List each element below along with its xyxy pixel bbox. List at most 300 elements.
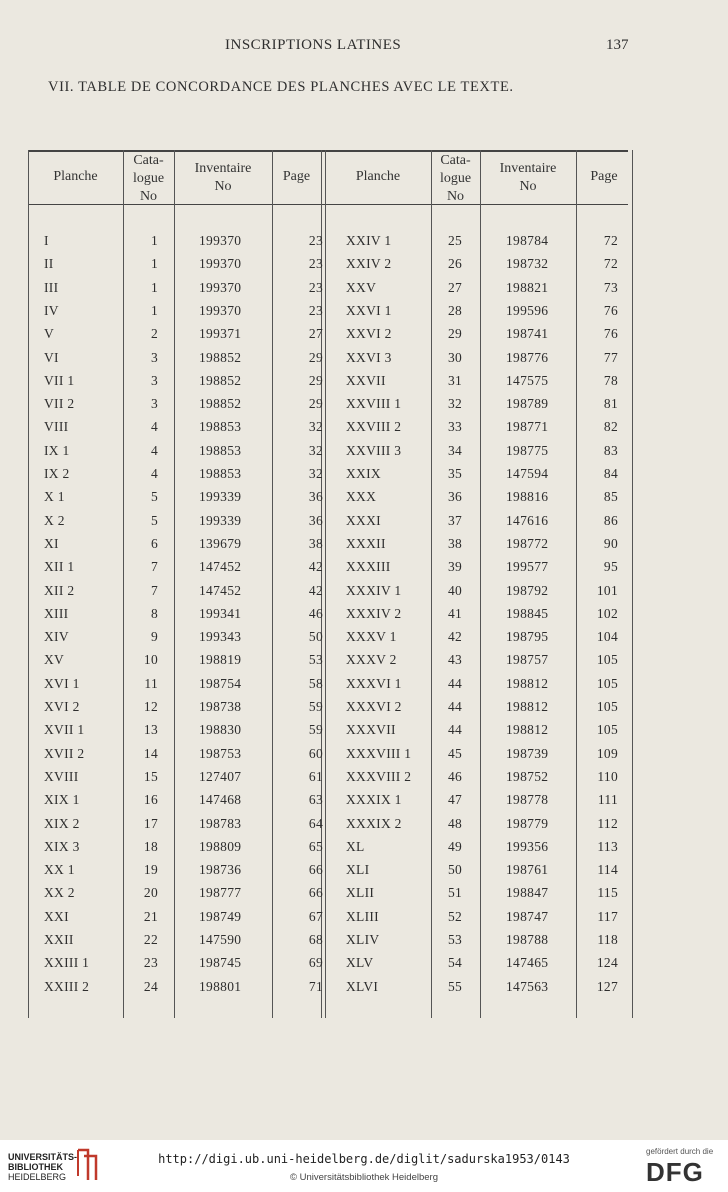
page-cell: 115 bbox=[597, 885, 618, 901]
page-cell: 105 bbox=[596, 699, 618, 714]
table-row bbox=[28, 792, 628, 815]
inventaire-cell: 199370 bbox=[199, 302, 242, 318]
inventaire-cell: 147590 bbox=[199, 932, 242, 947]
planche-cell: XXIV 2 bbox=[346, 256, 392, 272]
inventaire-cell: 199341 bbox=[199, 605, 242, 621]
footer-bar bbox=[0, 1140, 728, 1192]
planche-cell: IX 2 bbox=[44, 466, 70, 481]
inventaire-cell: 147468 bbox=[199, 792, 242, 808]
header-catalogue-line: logue bbox=[132, 171, 165, 186]
page-cell: 29 bbox=[308, 372, 323, 388]
catalogue-cell: 53 bbox=[448, 932, 463, 947]
inventaire-cell: 199339 bbox=[199, 489, 242, 505]
planche-cell: XXXVI 1 bbox=[346, 675, 402, 691]
page-cell: 59 bbox=[308, 722, 323, 738]
column-rule bbox=[632, 150, 633, 1018]
planche-cell: X 1 bbox=[44, 489, 65, 505]
catalogue-cell: 8 bbox=[150, 605, 158, 621]
table-top-rule bbox=[28, 150, 628, 152]
header-inventaire-line: Inventaire bbox=[194, 161, 252, 176]
catalogue-cell: 25 bbox=[448, 233, 463, 248]
planche-cell: XVIII bbox=[44, 768, 79, 784]
inventaire-cell: 199371 bbox=[199, 326, 242, 342]
header-catalogue-line: No bbox=[139, 189, 158, 204]
catalogue-cell: 44 bbox=[448, 722, 463, 738]
header-planche: Planche bbox=[53, 169, 98, 184]
inventaire-cell: 198772 bbox=[506, 535, 549, 551]
catalogue-cell: 46 bbox=[448, 768, 463, 784]
catalogue-cell: 30 bbox=[448, 349, 463, 365]
page-cell: 36 bbox=[308, 489, 323, 505]
inventaire-cell: 199596 bbox=[506, 302, 549, 318]
planche-cell: XXIV 1 bbox=[346, 233, 392, 248]
inventaire-cell: 198812 bbox=[506, 699, 549, 714]
page-cell: 118 bbox=[597, 932, 618, 947]
catalogue-cell: 44 bbox=[448, 699, 463, 714]
page-cell: 29 bbox=[308, 396, 323, 412]
catalogue-cell: 37 bbox=[448, 512, 463, 528]
inventaire-cell: 139679 bbox=[199, 535, 242, 551]
page-cell: 73 bbox=[603, 279, 618, 295]
page-cell: 65 bbox=[308, 838, 323, 854]
planche-cell: XXVIII 2 bbox=[346, 419, 402, 435]
planche-cell: I bbox=[44, 233, 49, 248]
page-cell: 32 bbox=[308, 419, 323, 435]
catalogue-cell: 51 bbox=[448, 885, 463, 901]
page-cell: 59 bbox=[308, 699, 323, 714]
planche-cell: XX 2 bbox=[44, 885, 75, 901]
table-row bbox=[28, 909, 628, 932]
catalogue-cell: 38 bbox=[448, 535, 463, 551]
page-cell: 102 bbox=[596, 605, 618, 621]
inventaire-cell: 198789 bbox=[506, 396, 549, 412]
inventaire-cell: 199343 bbox=[199, 629, 242, 645]
table-row bbox=[28, 466, 628, 489]
page-cell: 50 bbox=[308, 629, 323, 645]
inventaire-cell: 198809 bbox=[199, 838, 242, 854]
planche-cell: XXIII 2 bbox=[44, 978, 90, 994]
planche-cell: XIX 2 bbox=[44, 815, 80, 831]
planche-cell: XV bbox=[44, 652, 65, 668]
header-rule bbox=[28, 204, 628, 205]
planche-cell: XXXV 1 bbox=[346, 629, 397, 645]
planche-cell: VII 2 bbox=[44, 396, 75, 412]
planche-cell: XXXV 2 bbox=[346, 652, 397, 668]
library-logo-line: UNIVERSITÄTS- bbox=[8, 1152, 78, 1162]
inventaire-cell: 147452 bbox=[199, 559, 242, 575]
table-row bbox=[28, 326, 628, 349]
planche-cell: XXIX bbox=[346, 466, 381, 481]
inventaire-cell: 198777 bbox=[199, 885, 242, 901]
planche-cell: VI bbox=[44, 349, 59, 365]
planche-cell: XXXII bbox=[346, 535, 386, 551]
inventaire-cell: 147452 bbox=[199, 582, 242, 598]
planche-cell: XII 1 bbox=[44, 559, 75, 575]
page-cell: 61 bbox=[308, 768, 323, 784]
catalogue-cell: 3 bbox=[150, 396, 158, 412]
catalogue-cell: 35 bbox=[448, 466, 463, 481]
planche-cell: XXVI 3 bbox=[346, 349, 392, 365]
planche-cell: IX 1 bbox=[44, 442, 70, 458]
inventaire-cell: 198792 bbox=[506, 582, 549, 598]
table-row bbox=[28, 419, 628, 442]
page-cell: 83 bbox=[603, 442, 618, 458]
page-cell: 58 bbox=[308, 675, 323, 691]
header-catalogue-line: Cata- bbox=[440, 153, 471, 168]
planche-cell: XXXVIII 2 bbox=[346, 768, 412, 784]
page-cell: 67 bbox=[308, 908, 323, 924]
page-cell: 66 bbox=[308, 885, 323, 901]
inventaire-cell: 199370 bbox=[199, 233, 242, 248]
planche-cell: XXXVIII 1 bbox=[346, 745, 412, 761]
catalogue-cell: 50 bbox=[448, 862, 463, 878]
planche-cell: XXV bbox=[346, 279, 377, 295]
catalogue-cell: 1 bbox=[150, 256, 158, 272]
page-cell: 105 bbox=[596, 722, 618, 738]
page-cell: 63 bbox=[308, 792, 323, 808]
inventaire-cell: 198852 bbox=[199, 349, 242, 365]
inventaire-cell: 198847 bbox=[506, 885, 549, 901]
page-cell: 23 bbox=[308, 233, 323, 248]
page-cell: 110 bbox=[597, 768, 618, 784]
header-catalogue-line: No bbox=[446, 189, 465, 204]
planche-cell: XVI 1 bbox=[44, 675, 80, 691]
page-cell: 32 bbox=[308, 466, 323, 481]
inventaire-cell: 198771 bbox=[506, 419, 549, 435]
digitization-url-link[interactable]: http://digi.ub.uni-heidelberg.de/diglit/sadurska1953/0143 bbox=[158, 1152, 570, 1166]
planche-cell: XLII bbox=[346, 885, 375, 901]
inventaire-cell: 198761 bbox=[506, 862, 549, 878]
planche-cell: XLVI bbox=[346, 978, 379, 994]
catalogue-cell: 48 bbox=[448, 815, 463, 831]
inventaire-cell: 198795 bbox=[506, 629, 549, 645]
page-cell: 72 bbox=[603, 233, 618, 248]
catalogue-cell: 52 bbox=[448, 908, 463, 924]
table-row bbox=[28, 233, 628, 256]
header-inventaire-line: Inventaire bbox=[499, 161, 557, 176]
catalogue-cell: 7 bbox=[150, 582, 158, 598]
inventaire-cell: 198784 bbox=[506, 233, 549, 248]
catalogue-cell: 27 bbox=[448, 279, 463, 295]
inventaire-cell: 198779 bbox=[506, 815, 549, 831]
page-number: 137 bbox=[606, 37, 629, 53]
table-row bbox=[28, 979, 628, 1002]
inventaire-cell: 198738 bbox=[199, 699, 242, 714]
planche-cell: XXXIX 2 bbox=[346, 815, 402, 831]
catalogue-cell: 36 bbox=[448, 489, 463, 505]
table-row bbox=[28, 606, 628, 629]
page-cell: 69 bbox=[308, 955, 323, 971]
page-cell: 32 bbox=[308, 442, 323, 458]
planche-cell: XLI bbox=[346, 862, 370, 878]
catalogue-cell: 16 bbox=[143, 792, 158, 808]
inventaire-cell: 198745 bbox=[199, 955, 242, 971]
planche-cell: XXXVII bbox=[346, 722, 396, 738]
table-row bbox=[28, 746, 628, 769]
planche-cell: XXVIII 3 bbox=[346, 442, 402, 458]
catalogue-cell: 14 bbox=[143, 745, 158, 761]
table-row bbox=[28, 536, 628, 559]
planche-cell: VIII bbox=[44, 419, 69, 435]
planche-cell: XXX bbox=[346, 489, 377, 505]
inventaire-cell: 198801 bbox=[199, 978, 242, 994]
planche-cell: IV bbox=[44, 302, 59, 318]
catalogue-cell: 12 bbox=[143, 699, 158, 714]
planche-cell: XXXI bbox=[346, 512, 381, 528]
page-cell: 84 bbox=[603, 466, 618, 481]
page-cell: 95 bbox=[603, 559, 618, 575]
page-cell: 76 bbox=[603, 326, 618, 342]
planche-cell: II bbox=[44, 256, 54, 272]
inventaire-cell: 198736 bbox=[199, 862, 242, 878]
planche-cell: XVII 2 bbox=[44, 745, 85, 761]
dfg-logo: DFG bbox=[646, 1157, 704, 1187]
page-cell: 36 bbox=[308, 512, 323, 528]
planche-cell: XLIII bbox=[346, 908, 379, 924]
catalogue-cell: 24 bbox=[143, 978, 158, 994]
catalogue-cell: 4 bbox=[150, 466, 158, 481]
header-planche: Planche bbox=[355, 169, 401, 184]
page-cell: 81 bbox=[603, 396, 618, 412]
inventaire-cell: 199577 bbox=[506, 559, 549, 575]
catalogue-cell: 22 bbox=[143, 932, 158, 947]
planche-cell: XLV bbox=[346, 955, 374, 971]
table-row bbox=[28, 932, 628, 955]
planche-cell: VII 1 bbox=[44, 372, 75, 388]
inventaire-cell: 198749 bbox=[199, 908, 242, 924]
funding-note: gefördert durch die bbox=[646, 1147, 714, 1156]
page-cell: 23 bbox=[308, 279, 323, 295]
inventaire-cell: 147616 bbox=[506, 512, 549, 528]
planche-cell: XXVIII 1 bbox=[346, 396, 402, 412]
catalogue-cell: 13 bbox=[143, 722, 158, 738]
catalogue-cell: 6 bbox=[150, 535, 158, 551]
catalogue-cell: 2 bbox=[150, 326, 158, 342]
planche-cell: XXVI 2 bbox=[346, 326, 392, 342]
catalogue-cell: 45 bbox=[448, 745, 463, 761]
header-inventaire bbox=[174, 160, 272, 196]
catalogue-cell: 28 bbox=[448, 302, 463, 318]
catalogue-cell: 43 bbox=[448, 652, 463, 668]
planche-cell: XIII bbox=[44, 605, 69, 621]
catalogue-cell: 42 bbox=[448, 629, 463, 645]
catalogue-cell: 10 bbox=[143, 652, 158, 668]
page-cell: 104 bbox=[596, 629, 618, 645]
catalogue-cell: 1 bbox=[150, 233, 158, 248]
planche-cell: XI bbox=[44, 535, 59, 551]
planche-cell: XVII 1 bbox=[44, 722, 85, 738]
header-inventaire-line: No bbox=[519, 179, 537, 194]
inventaire-cell: 198753 bbox=[199, 745, 242, 761]
inventaire-cell: 198821 bbox=[506, 279, 549, 295]
inventaire-cell: 147465 bbox=[506, 955, 549, 971]
catalogue-cell: 41 bbox=[448, 605, 463, 621]
table-row bbox=[28, 769, 628, 792]
catalogue-cell: 7 bbox=[150, 559, 158, 575]
planche-cell: XX 1 bbox=[44, 862, 75, 878]
inventaire-cell: 198853 bbox=[199, 419, 242, 435]
copyright-notice: © Universitätsbibliothek Heidelberg bbox=[290, 1172, 438, 1183]
inventaire-cell: 198816 bbox=[506, 489, 549, 505]
header-catalogue-line: logue bbox=[439, 171, 472, 186]
page-cell: 68 bbox=[308, 932, 323, 947]
catalogue-cell: 21 bbox=[143, 908, 158, 924]
inventaire-cell: 199370 bbox=[199, 279, 242, 295]
catalogue-cell: 55 bbox=[448, 978, 463, 994]
inventaire-cell: 198819 bbox=[199, 652, 242, 668]
catalogue-cell: 15 bbox=[143, 768, 158, 784]
page-cell: 53 bbox=[308, 652, 323, 668]
header-catalogue bbox=[123, 152, 174, 206]
table-row bbox=[28, 862, 628, 885]
table-row bbox=[28, 583, 628, 606]
inventaire-cell: 198775 bbox=[506, 442, 549, 458]
table-row bbox=[28, 396, 628, 419]
planche-cell: XXII bbox=[44, 932, 74, 947]
catalogue-cell: 5 bbox=[150, 489, 158, 505]
running-head bbox=[0, 37, 728, 57]
table-row bbox=[28, 489, 628, 512]
catalogue-cell: 44 bbox=[448, 675, 463, 691]
inventaire-cell: 198757 bbox=[506, 652, 549, 668]
inventaire-cell: 147563 bbox=[506, 978, 549, 994]
inventaire-cell: 198754 bbox=[199, 675, 242, 691]
catalogue-cell: 26 bbox=[448, 256, 463, 272]
inventaire-cell: 198752 bbox=[506, 768, 549, 784]
planche-cell: XXXIX 1 bbox=[346, 792, 402, 808]
catalogue-cell: 49 bbox=[448, 838, 463, 854]
inventaire-cell: 127407 bbox=[199, 768, 242, 784]
catalogue-cell: 1 bbox=[150, 302, 158, 318]
table-row bbox=[28, 373, 628, 396]
catalogue-cell: 3 bbox=[150, 372, 158, 388]
planche-cell: XVI 2 bbox=[44, 699, 80, 714]
catalogue-cell: 31 bbox=[448, 372, 463, 388]
catalogue-cell: 11 bbox=[144, 675, 158, 691]
catalogue-cell: 34 bbox=[448, 442, 463, 458]
catalogue-cell: 17 bbox=[143, 815, 158, 831]
page-cell: 114 bbox=[597, 862, 618, 878]
catalogue-cell: 54 bbox=[448, 955, 463, 971]
header-page: Page bbox=[282, 169, 311, 184]
catalogue-cell: 18 bbox=[143, 838, 158, 854]
header-page: Page bbox=[590, 169, 618, 184]
page-cell: 101 bbox=[596, 582, 618, 598]
table-row bbox=[28, 699, 628, 722]
planche-cell: XXXIV 1 bbox=[346, 582, 402, 598]
inventaire-cell: 198852 bbox=[199, 396, 242, 412]
planche-cell: XXVI 1 bbox=[346, 302, 392, 318]
catalogue-cell: 4 bbox=[150, 442, 158, 458]
catalogue-cell: 47 bbox=[448, 792, 463, 808]
inventaire-cell: 198830 bbox=[199, 722, 242, 738]
page-cell: 111 bbox=[597, 792, 618, 808]
inventaire-cell: 198853 bbox=[199, 442, 242, 458]
running-title: INSCRIPTIONS LATINES bbox=[225, 37, 402, 53]
catalogue-cell: 4 bbox=[150, 419, 158, 435]
planche-cell: XXIII 1 bbox=[44, 955, 90, 971]
page-cell: 90 bbox=[603, 535, 618, 551]
page-cell: 72 bbox=[603, 256, 618, 272]
inventaire-cell: 199370 bbox=[199, 256, 242, 272]
catalogue-cell: 39 bbox=[448, 559, 463, 575]
table-row bbox=[28, 629, 628, 652]
page-cell: 71 bbox=[308, 978, 323, 994]
planche-cell: XIV bbox=[44, 629, 69, 645]
planche-cell: XXXVI 2 bbox=[346, 699, 402, 714]
page-cell: 85 bbox=[603, 489, 618, 505]
page-cell: 38 bbox=[308, 535, 323, 551]
table-row bbox=[28, 722, 628, 745]
catalogue-cell: 1 bbox=[150, 279, 158, 295]
page-cell: 46 bbox=[308, 605, 323, 621]
inventaire-cell: 147594 bbox=[506, 466, 549, 481]
inventaire-cell: 198788 bbox=[506, 932, 549, 947]
planche-cell: XXVII bbox=[346, 372, 386, 388]
table-row bbox=[28, 443, 628, 466]
page-cell: 86 bbox=[603, 512, 618, 528]
planche-cell: V bbox=[44, 326, 55, 342]
catalogue-cell: 23 bbox=[143, 955, 158, 971]
page-cell: 29 bbox=[308, 349, 323, 365]
inventaire-cell: 198776 bbox=[506, 349, 549, 365]
planche-cell: X 2 bbox=[44, 512, 65, 528]
page-cell: 23 bbox=[308, 302, 323, 318]
page-cell: 82 bbox=[603, 419, 618, 435]
header-inventaire bbox=[480, 160, 576, 196]
page-cell: 105 bbox=[596, 675, 618, 691]
inventaire-cell: 198783 bbox=[199, 815, 242, 831]
page-cell: 117 bbox=[597, 908, 618, 924]
inventaire-cell: 198732 bbox=[506, 256, 549, 272]
catalogue-cell: 19 bbox=[143, 862, 158, 878]
table-row bbox=[28, 652, 628, 675]
page-cell: 66 bbox=[308, 862, 323, 878]
planche-cell: XL bbox=[346, 838, 365, 854]
page-cell: 113 bbox=[597, 838, 618, 854]
table-row bbox=[28, 303, 628, 326]
library-logo-line: HEIDELBERG bbox=[8, 1172, 67, 1182]
table-row bbox=[28, 256, 628, 279]
catalogue-cell: 40 bbox=[448, 582, 463, 598]
table-row bbox=[28, 816, 628, 839]
page-cell: 27 bbox=[308, 326, 323, 342]
inventaire-cell: 147575 bbox=[506, 372, 549, 388]
inventaire-cell: 198741 bbox=[506, 326, 549, 342]
page-cell: 124 bbox=[596, 955, 618, 971]
planche-cell: III bbox=[44, 279, 59, 295]
table-row bbox=[28, 559, 628, 582]
inventaire-cell: 198852 bbox=[199, 372, 242, 388]
catalogue-cell: 9 bbox=[150, 629, 158, 645]
table-row bbox=[28, 676, 628, 699]
page-cell: 76 bbox=[603, 302, 618, 318]
planche-cell: XLIV bbox=[346, 932, 380, 947]
catalogue-cell: 32 bbox=[448, 396, 463, 412]
page-cell: 78 bbox=[603, 372, 618, 388]
planche-cell: XIX 1 bbox=[44, 792, 80, 808]
page-cell: 112 bbox=[597, 815, 618, 831]
planche-cell: XIX 3 bbox=[44, 838, 80, 854]
table-row bbox=[28, 350, 628, 373]
concordance-table bbox=[28, 150, 628, 1018]
page-cell: 42 bbox=[308, 582, 323, 598]
header-inventaire-line: No bbox=[214, 179, 232, 194]
page-cell: 127 bbox=[596, 978, 618, 994]
header-catalogue-line: Cata- bbox=[133, 153, 164, 168]
inventaire-cell: 198812 bbox=[506, 722, 549, 738]
page-cell: 60 bbox=[308, 745, 323, 761]
